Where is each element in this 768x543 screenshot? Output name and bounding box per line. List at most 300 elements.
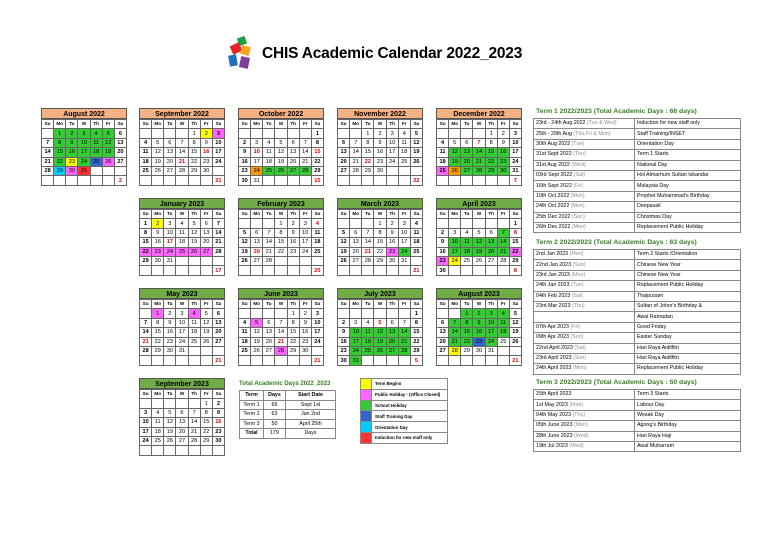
day-cell: 1 <box>140 219 152 228</box>
day-cell <box>102 176 114 185</box>
day-header: W <box>473 300 485 309</box>
day-cell: 3 <box>350 318 362 327</box>
day-cell <box>473 219 485 228</box>
day-cell: 19 <box>152 157 164 166</box>
day-cell <box>485 356 497 365</box>
day-cell <box>263 356 275 365</box>
day-cell: 15 <box>275 238 287 247</box>
school-logo-icon <box>228 37 254 71</box>
day-cell: 11 <box>152 418 164 427</box>
month-february-2023 <box>238 198 324 276</box>
day-cell <box>449 356 461 365</box>
day-header: Mo <box>251 210 263 219</box>
day-cell <box>164 399 176 408</box>
day-header: Su <box>437 300 449 309</box>
day-cell <box>263 266 275 275</box>
day-cell: 13 <box>212 318 224 327</box>
day-cell: 15 <box>485 148 497 157</box>
day-cell: 7 <box>473 138 485 147</box>
days-count: 21 <box>212 176 224 185</box>
day-cell: 13 <box>114 138 126 147</box>
event-row <box>534 129 741 139</box>
day-cell: 14 <box>263 238 275 247</box>
day-cell <box>449 219 461 228</box>
day-cell: 16 <box>164 328 176 337</box>
day-cell: 5 <box>449 138 461 147</box>
day-cell: 18 <box>410 238 422 247</box>
day-header: W <box>473 120 485 129</box>
day-header: Tu <box>362 300 374 309</box>
day-cell: 8 <box>188 138 200 147</box>
totals-cell: Sept 1st <box>286 400 336 410</box>
day-cell: 30 <box>212 436 224 445</box>
day-cell: 2 <box>152 219 164 228</box>
event-name: Term 3 Starts <box>635 390 741 400</box>
day-cell <box>200 446 212 455</box>
day-cell: 29 <box>485 166 497 175</box>
day-cell: 8 <box>152 318 164 327</box>
day-cell <box>152 129 164 138</box>
legend-swatch <box>361 389 372 400</box>
day-cell: 12 <box>473 238 485 247</box>
month-title: October 2022 <box>238 108 324 119</box>
day-cell <box>311 346 323 355</box>
day-cell: 11 <box>311 228 323 237</box>
day-cell: 20 <box>251 247 263 256</box>
day-cell: 10 <box>386 138 398 147</box>
day-cell: 29 <box>287 346 299 355</box>
month-august-2023 <box>436 288 522 366</box>
day-cell: 3 <box>449 228 461 237</box>
day-cell: 2 <box>239 138 251 147</box>
days-count: 21 <box>311 356 323 365</box>
days-count: 21 <box>410 266 422 275</box>
day-cell: 13 <box>350 238 362 247</box>
day-header: Sa <box>114 120 126 129</box>
day-header: Mo <box>152 390 164 399</box>
event-row <box>534 270 741 280</box>
day-cell: 10 <box>509 138 521 147</box>
day-cell: 4 <box>239 318 251 327</box>
totals-cell: Term 3 <box>240 419 264 429</box>
totals-cell: Term 1 <box>240 400 264 410</box>
event-row <box>534 181 741 191</box>
day-cell <box>263 176 275 185</box>
term1-events <box>533 118 741 233</box>
day-cell: 24 <box>350 346 362 355</box>
day-cell: 25 <box>311 247 323 256</box>
day-cell: 19 <box>188 238 200 247</box>
day-cell: 4 <box>311 219 323 228</box>
day-cell: 31 <box>176 346 188 355</box>
day-cell <box>212 346 224 355</box>
day-cell: 7 <box>449 318 461 327</box>
day-cell <box>176 399 188 408</box>
month-title: March 2023 <box>337 198 423 209</box>
day-cell: 18 <box>311 238 323 247</box>
day-cell: 20 <box>114 148 126 157</box>
day-cell: 13 <box>251 238 263 247</box>
day-cell <box>200 346 212 355</box>
month-title: July 2023 <box>337 288 423 299</box>
day-cell <box>338 309 350 318</box>
legend-item <box>361 422 448 433</box>
day-cell <box>176 446 188 455</box>
day-cell <box>188 399 200 408</box>
day-header: Th <box>287 210 299 219</box>
day-cell <box>398 309 410 318</box>
day-header: W <box>275 210 287 219</box>
day-cell: 23 <box>473 337 485 346</box>
day-cell <box>287 356 299 365</box>
day-cell <box>398 176 410 185</box>
day-cell: 2 <box>374 129 386 138</box>
day-cell: 28 <box>449 346 461 355</box>
day-header: Th <box>188 390 200 399</box>
event-name: Term 1 Starts <box>635 150 741 160</box>
month-title: April 2023 <box>436 198 522 209</box>
day-header: Su <box>140 120 152 129</box>
event-date: 04th Feb 2023 (Sat) <box>534 291 635 301</box>
day-cell <box>299 256 311 265</box>
day-cell <box>140 446 152 455</box>
day-header: Th <box>485 120 497 129</box>
day-cell <box>485 176 497 185</box>
day-cell: 30 <box>66 166 78 175</box>
day-cell <box>188 176 200 185</box>
day-cell: 6 <box>485 228 497 237</box>
day-cell: 21 <box>398 337 410 346</box>
event-name: Prophet Muhammad's Birthday <box>635 191 741 201</box>
day-cell <box>114 166 126 175</box>
day-cell: 18 <box>497 328 509 337</box>
day-cell: 17 <box>251 157 263 166</box>
day-cell: 10 <box>176 318 188 327</box>
day-header: Mo <box>251 120 263 129</box>
day-cell: 26 <box>102 157 114 166</box>
day-cell <box>374 266 386 275</box>
day-cell: 6 <box>176 408 188 417</box>
event-row <box>534 441 741 451</box>
day-cell <box>251 356 263 365</box>
event-date: 09th Apr 2023 (Sun) <box>534 333 635 343</box>
day-header: Fr <box>398 120 410 129</box>
day-cell: 12 <box>188 228 200 237</box>
day-cell: 2 <box>212 399 224 408</box>
day-cell: 20 <box>263 337 275 346</box>
day-cell: 13 <box>338 148 350 157</box>
total-academic-days <box>239 381 336 439</box>
day-cell: 28 <box>263 256 275 265</box>
day-cell: 6 <box>461 138 473 147</box>
day-cell: 17 <box>485 328 497 337</box>
day-cell <box>176 129 188 138</box>
day-cell: 1 <box>374 219 386 228</box>
day-cell: 20 <box>485 247 497 256</box>
day-cell: 25 <box>497 337 509 346</box>
day-cell <box>386 356 398 365</box>
day-cell <box>386 176 398 185</box>
day-cell: 26 <box>449 166 461 175</box>
day-cell: 12 <box>152 148 164 157</box>
event-date: 31st Aug 2022 (Wed) <box>534 160 635 170</box>
day-cell <box>239 356 251 365</box>
day-header: Th <box>386 300 398 309</box>
day-header: Tu <box>263 210 275 219</box>
day-cell: 5 <box>164 408 176 417</box>
day-cell: 6 <box>212 309 224 318</box>
day-cell: 27 <box>485 256 497 265</box>
day-cell: 6 <box>437 318 449 327</box>
day-cell: 7 <box>140 318 152 327</box>
day-cell: 28 <box>362 256 374 265</box>
day-cell: 5 <box>275 138 287 147</box>
day-cell: 16 <box>374 148 386 157</box>
day-cell <box>461 176 473 185</box>
day-cell: 16 <box>287 238 299 247</box>
day-cell: 24 <box>251 166 263 175</box>
event-date: 25th Dec 2022 (Sun) <box>534 212 635 222</box>
day-header: Tu <box>66 120 78 129</box>
day-header: Th <box>287 120 299 129</box>
day-cell <box>188 446 200 455</box>
day-header: Mo <box>152 210 164 219</box>
day-cell: 27 <box>114 157 126 166</box>
day-header: Fr <box>200 390 212 399</box>
day-header: Th <box>386 120 398 129</box>
day-cell: 23 <box>212 427 224 436</box>
day-cell: 4 <box>90 129 102 138</box>
day-cell: 8 <box>485 138 497 147</box>
day-cell <box>90 176 102 185</box>
event-date: 24th Oct 2022 (Mon) <box>534 202 635 212</box>
day-cell: 4 <box>362 318 374 327</box>
day-cell: 13 <box>485 238 497 247</box>
event-date: 31st Sept 2022 (Thu) <box>534 150 635 160</box>
day-cell: 19 <box>410 148 422 157</box>
day-cell: 13 <box>200 228 212 237</box>
day-cell: 22 <box>410 337 422 346</box>
month-april-2023 <box>436 198 522 276</box>
event-date: 23rd - 24th Aug 2022 (Tue & Wed) <box>534 119 635 129</box>
day-cell <box>449 129 461 138</box>
day-cell: 20 <box>386 337 398 346</box>
day-cell: 9 <box>374 138 386 147</box>
day-cell: 14 <box>362 238 374 247</box>
day-cell: 7 <box>176 138 188 147</box>
day-header: Mo <box>449 300 461 309</box>
day-cell: 11 <box>90 138 102 147</box>
day-cell: 3 <box>386 129 398 138</box>
day-cell: 17 <box>398 238 410 247</box>
month-june-2023 <box>238 288 324 366</box>
day-cell: 23 <box>299 337 311 346</box>
day-cell <box>350 176 362 185</box>
day-cell: 22 <box>461 337 473 346</box>
day-cell <box>473 176 485 185</box>
day-cell: 15 <box>140 238 152 247</box>
event-name: Chinese New Year <box>635 270 741 280</box>
month-title: September 2023 <box>139 378 225 389</box>
day-cell: 12 <box>410 138 422 147</box>
day-header: Fr <box>497 120 509 129</box>
day-cell: 15 <box>200 418 212 427</box>
totals-cell: Days <box>286 429 336 439</box>
day-cell: 19 <box>251 337 263 346</box>
day-cell: 23 <box>497 157 509 166</box>
day-cell <box>140 309 152 318</box>
day-cell: 26 <box>188 247 200 256</box>
day-cell <box>461 129 473 138</box>
event-name: Replacement Public Holiday <box>635 281 741 291</box>
day-cell: 21 <box>497 247 509 256</box>
day-cell <box>140 266 152 275</box>
day-cell: 19 <box>449 157 461 166</box>
day-cell <box>362 309 374 318</box>
month-september-2023 <box>139 378 225 456</box>
month-title: November 2022 <box>337 108 423 119</box>
day-cell <box>485 219 497 228</box>
day-cell: 13 <box>461 148 473 157</box>
day-header: Sa <box>212 300 224 309</box>
month-title: February 2023 <box>238 198 324 209</box>
day-cell <box>176 176 188 185</box>
day-cell <box>152 176 164 185</box>
month-september-2022 <box>139 108 225 186</box>
day-cell: 13 <box>263 328 275 337</box>
day-cell: 29 <box>200 436 212 445</box>
month-august-2022 <box>41 108 127 186</box>
legend-swatch <box>361 379 372 390</box>
day-cell: 14 <box>473 148 485 157</box>
event-row <box>534 191 741 201</box>
day-cell <box>102 166 114 175</box>
day-cell: 24 <box>386 157 398 166</box>
day-cell: 12 <box>275 148 287 157</box>
day-cell: 23 <box>200 157 212 166</box>
day-cell: 29 <box>410 346 422 355</box>
month-title: August 2023 <box>436 288 522 299</box>
legend-item <box>361 400 448 411</box>
day-cell: 12 <box>102 138 114 147</box>
day-cell: 13 <box>287 148 299 157</box>
day-cell <box>287 176 299 185</box>
day-cell: 5 <box>188 219 200 228</box>
totals-header: Term <box>240 391 264 401</box>
day-cell <box>251 219 263 228</box>
day-cell <box>140 129 152 138</box>
day-cell <box>437 219 449 228</box>
day-cell: 9 <box>338 328 350 337</box>
event-name: Thaipusam <box>635 291 741 301</box>
day-cell <box>212 256 224 265</box>
day-cell <box>350 219 362 228</box>
day-cell: 18 <box>398 148 410 157</box>
event-row <box>534 170 741 180</box>
day-cell: 30 <box>374 166 386 175</box>
day-cell <box>140 176 152 185</box>
day-header: Tu <box>164 210 176 219</box>
event-name: Labour Day <box>635 400 741 410</box>
day-cell: 16 <box>152 238 164 247</box>
day-cell: 12 <box>338 238 350 247</box>
day-header: Fr <box>299 210 311 219</box>
day-cell: 26 <box>200 337 212 346</box>
day-cell <box>299 176 311 185</box>
day-cell: 28 <box>212 247 224 256</box>
day-cell: 3 <box>78 129 90 138</box>
day-cell <box>473 129 485 138</box>
event-name: Hol Almarhum Sultan Iskandar <box>635 170 741 180</box>
event-name: Wesak Day <box>635 410 741 420</box>
day-cell: 27 <box>350 256 362 265</box>
event-date: 28th June 2023 (Wed) <box>534 431 635 441</box>
day-cell <box>188 256 200 265</box>
day-cell: 28 <box>473 166 485 175</box>
event-name: Chinese New Year <box>635 260 741 270</box>
day-header: W <box>374 210 386 219</box>
day-cell <box>176 266 188 275</box>
day-cell: 7 <box>42 138 54 147</box>
day-cell: 29 <box>374 256 386 265</box>
day-cell: 30 <box>200 166 212 175</box>
day-cell <box>362 219 374 228</box>
day-cell: 12 <box>239 238 251 247</box>
day-cell <box>263 129 275 138</box>
event-row <box>534 250 741 260</box>
day-cell: 3 <box>251 138 263 147</box>
day-cell <box>509 346 521 355</box>
day-cell: 3 <box>311 309 323 318</box>
day-cell: 18 <box>263 157 275 166</box>
day-cell: 25 <box>362 346 374 355</box>
day-cell: 24 <box>78 157 90 166</box>
month-title: May 2023 <box>139 288 225 299</box>
day-header: Fr <box>398 210 410 219</box>
event-date: 25th - 29th Aug (Thu,Fri & Mon) <box>534 129 635 139</box>
day-cell <box>485 266 497 275</box>
event-row <box>534 202 741 212</box>
day-cell <box>188 266 200 275</box>
day-cell <box>386 266 398 275</box>
day-cell <box>362 176 374 185</box>
day-cell <box>152 399 164 408</box>
day-cell: 21 <box>140 337 152 346</box>
day-cell: 22 <box>54 157 66 166</box>
day-cell: 4 <box>263 138 275 147</box>
month-may-2023 <box>139 288 225 366</box>
legend-swatch <box>361 411 372 422</box>
days-count: 15 <box>311 176 323 185</box>
day-cell <box>200 266 212 275</box>
legend-swatch <box>361 432 372 443</box>
day-cell: 3 <box>299 219 311 228</box>
day-cell: 14 <box>212 228 224 237</box>
day-cell: 24 <box>140 436 152 445</box>
day-cell: 31 <box>509 166 521 175</box>
day-cell: 28 <box>350 166 362 175</box>
event-name: Hari Raya Aidilfitri <box>635 343 741 353</box>
day-cell: 5 <box>102 129 114 138</box>
day-cell: 25 <box>398 157 410 166</box>
day-cell: 14 <box>188 418 200 427</box>
day-cell <box>152 446 164 455</box>
day-header: Mo <box>54 120 66 129</box>
event-date: 24th Jan 2023 (Tue) <box>534 281 635 291</box>
day-cell: 27 <box>386 346 398 355</box>
event-name: Term 2 Starts /Orientation <box>635 250 741 260</box>
day-cell: 15 <box>362 148 374 157</box>
